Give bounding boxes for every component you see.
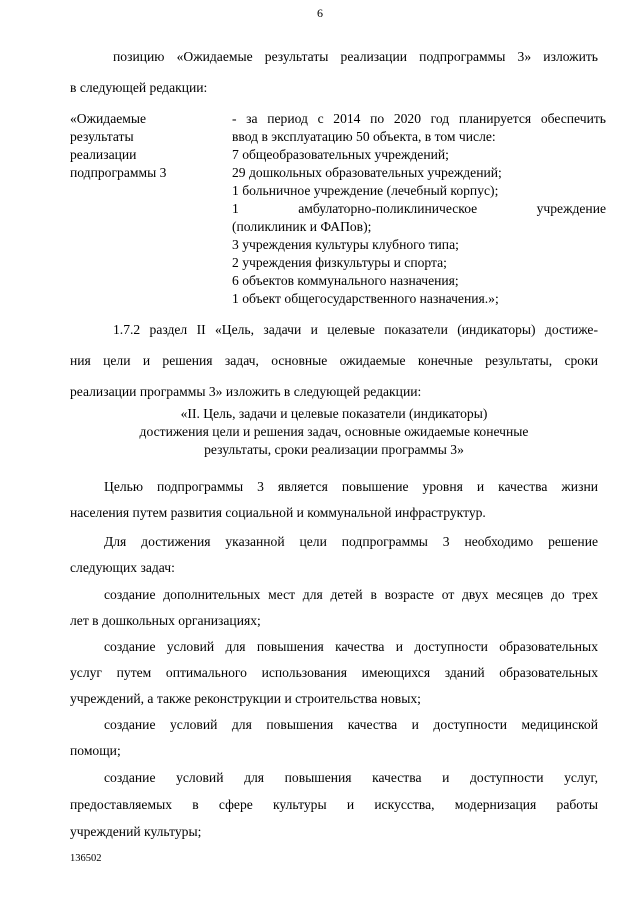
paragraph-line: следующих задач: xyxy=(70,560,175,575)
section-172-line: реализации программы 3» изложить в следующей редакции: xyxy=(70,384,422,399)
table-right-line: 29 дошкольных образовательных учреждений; xyxy=(232,165,502,180)
paragraph-line: услуг путем оптимального использования имеющихся зданий образовательных xyxy=(70,665,598,680)
section-heading-line: результаты, сроки реализации программы 3» xyxy=(204,442,464,457)
table-right-line: ввод в эксплуатацию 50 объекта, в том числе: xyxy=(232,129,496,144)
table-right-line: 6 объектов коммунального назначения; xyxy=(232,273,459,288)
paragraph-line: Целью подпрограммы 3 является повышение уровня и качества жизни xyxy=(104,479,598,494)
paragraph-line: предоставляемых в сфере культуры и искусства, модернизация работы xyxy=(70,797,598,812)
paragraph-line: создание условий для повышения качества и доступности услуг, xyxy=(104,770,598,785)
document-code: 136502 xyxy=(70,853,102,864)
paragraph-line: создание условий для повышения качества и доступности образовательных xyxy=(104,639,598,654)
paragraph-line: учреждений культуры; xyxy=(70,824,202,839)
table-left-line: результаты xyxy=(70,129,134,144)
table-right-line: 1 больничное учреждение (лечебный корпус); xyxy=(232,183,499,198)
table-right-line: - за период с 2014 по 2020 год планируется обеспечить xyxy=(232,111,606,126)
table-right-line: 2 учреждения физкультуры и спорта; xyxy=(232,255,447,270)
paragraph-line: создание условий для повышения качества и доступности медицинской xyxy=(104,717,598,732)
page-number: 6 xyxy=(317,6,323,20)
paragraph-line: населения путем развития социальной и коммунальной инфраструктур. xyxy=(70,505,486,520)
paragraph-line: учреждений, а также реконструкции и строительства новых; xyxy=(70,691,421,706)
table-right-line: (поликлиник и ФАПов); xyxy=(232,219,372,234)
intro-line-2: в следующей редакции: xyxy=(70,80,208,95)
table-right-line: 1 амбулаторно-поликлиническое учреждение xyxy=(232,201,606,216)
table-right-line: 7 общеобразовательных учреждений; xyxy=(232,147,449,162)
section-172-line: 1.7.2 раздел II «Цель, задачи и целевые показатели (индикаторы) достиже- xyxy=(113,322,598,337)
section-heading-line: достижения цели и решения задач, основные ожидаемые конечные xyxy=(139,424,529,439)
section-172-line: ния цели и решения задач, основные ожидаемые конечные результаты, сроки xyxy=(70,353,598,368)
paragraph-line: лет в дошкольных организациях; xyxy=(70,613,261,628)
table-left-line: подпрограммы 3 xyxy=(70,165,167,180)
paragraph-line: Для достижения указанной цели подпрограммы 3 необходимо решение xyxy=(104,534,598,549)
paragraph-line: создание дополнительных мест для детей в возрасте от двух месяцев до трех xyxy=(104,587,598,602)
table-left-line: реализации xyxy=(70,147,137,162)
table-left-line: «Ожидаемые xyxy=(70,111,147,126)
paragraph-line: помощи; xyxy=(70,743,121,758)
section-heading-line: «II. Цель, задачи и целевые показатели (индикаторы) xyxy=(180,406,488,421)
table-right-line: 1 объект общегосударственного назначения.»; xyxy=(232,291,499,306)
intro-line-1: позицию «Ожидаемые результаты реализации подпрограммы 3» изложить xyxy=(113,49,598,64)
table-right-line: 3 учреждения культуры клубного типа; xyxy=(232,237,459,252)
